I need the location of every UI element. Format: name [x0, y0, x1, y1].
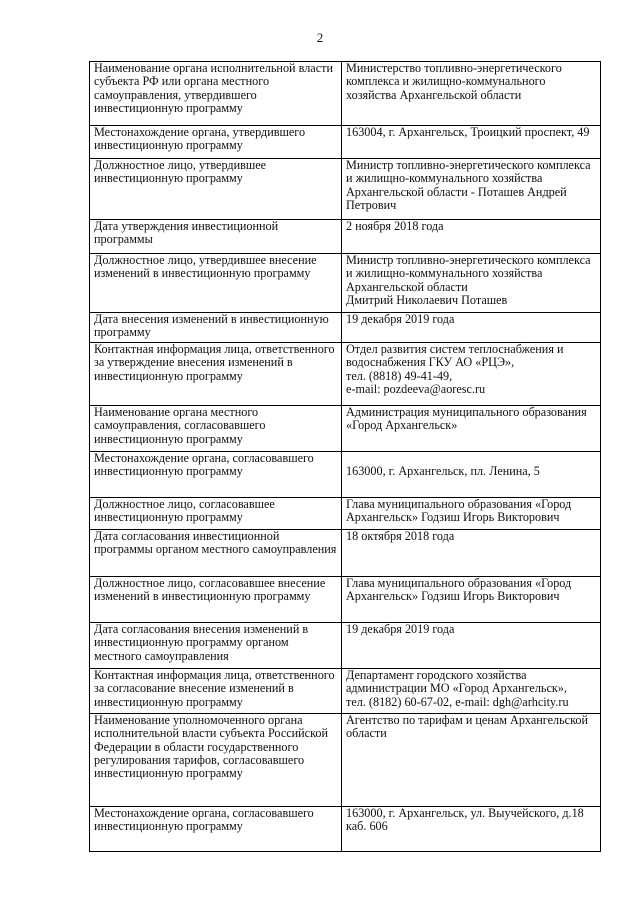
row-label: Должностное лицо, согласовавшее инвестиционную программу: [90, 498, 342, 530]
row-value: Отдел развития систем теплоснабжения и водоснабжения ГКУ АО «РЦЭ», тел. (8818) 49-41-49, e-mail: pozdeeva@aoresc.ru: [342, 343, 601, 406]
row-label: Дата утверждения инвестиционной программы: [90, 220, 342, 254]
row-value: 163000, г. Архангельск, пл. Ленина, 5: [342, 452, 601, 498]
row-label: Дата внесения изменений в инвестиционную программу: [90, 313, 342, 343]
table-row: [90, 62, 601, 126]
table-row: [90, 126, 601, 159]
table-row: [90, 343, 601, 406]
table-row: [90, 254, 601, 313]
row-value: 19 декабря 2019 года: [342, 623, 601, 669]
table-row: [90, 313, 601, 343]
row-label: Должностное лицо, утвердившее инвестиционную программу: [90, 159, 342, 220]
row-label: Контактная информация лица, ответственного за утверждение внесения изменений в инвестиционную программу: [90, 343, 342, 406]
row-value: Министерство топливно-энергетического комплекса и жилищно-коммунального хозяйства Архангельской области: [342, 62, 601, 126]
row-value: Департамент городского хозяйства администрации МО «Город Архангельск», тел. (8182) 60-67-02, e-mail: dgh@arhcity.ru: [342, 669, 601, 714]
table-row: [90, 807, 601, 852]
row-value: 163000, г. Архангельск, ул. Выучейского, д.18 каб. 606: [342, 807, 601, 852]
row-label: Контактная информация лица, ответственного за согласование внесение изменений в инвестиционную программу: [90, 669, 342, 714]
row-value: 18 октября 2018 года: [342, 530, 601, 577]
row-label: Местонахождение органа, согласовавшего инвестиционную программу: [90, 807, 342, 852]
row-label: Наименование органа исполнительной власти субъекта РФ или органа местного самоуправления, утвердившего инвестиционную программу: [90, 62, 342, 126]
table-row: [90, 714, 601, 807]
row-value: Глава муниципального образования «Город Архангельск» Годзиш Игорь Викторович: [342, 577, 601, 623]
row-value: Агентство по тарифам и ценам Архангельской области: [342, 714, 601, 807]
investment-program-info-table: [89, 61, 601, 852]
row-label: Должностное лицо, утвердившее внесение изменений в инвестиционную программу: [90, 254, 342, 313]
row-value: 19 декабря 2019 года: [342, 313, 601, 343]
table-row: [90, 577, 601, 623]
table-row: [90, 498, 601, 530]
row-value: 163004, г. Архангельск, Троицкий проспект, 49: [342, 126, 601, 159]
row-value: Администрация муниципального образования «Город Архангельск»: [342, 406, 601, 452]
row-label: Местонахождение органа, согласовавшего инвестиционную программу: [90, 452, 342, 498]
table-row: [90, 669, 601, 714]
page-number: 2: [316, 30, 324, 45]
row-label: Должностное лицо, согласовавшее внесение изменений в инвестиционную программу: [90, 577, 342, 623]
table-row: [90, 159, 601, 220]
table-row: [90, 452, 601, 498]
row-label: Местонахождение органа, утвердившего инвестиционную программу: [90, 126, 342, 159]
row-value: 2 ноября 2018 года: [342, 220, 601, 254]
row-value: Министр топливно-энергетического комплекса и жилищно-коммунального хозяйства Архангельской области Дмитрий Николаевич Поташев: [342, 254, 601, 313]
table-row: [90, 220, 601, 254]
table-row: [90, 406, 601, 452]
row-value: Министр топливно-энергетического комплекса и жилищно-коммунального хозяйства Архангельской области - Поташев Андрей Петрович: [342, 159, 601, 220]
table-row: [90, 623, 601, 669]
row-label: Дата согласования инвестиционной программы органом местного самоуправления: [90, 530, 342, 577]
row-label: Наименование органа местного самоуправления, согласовавшего инвестиционную программу: [90, 406, 342, 452]
table-row: [90, 530, 601, 577]
row-label: Наименование уполномоченного органа исполнительной власти субъекта Российской Федерации в области государственного регулирования тарифов, согласовавшего инвестиционную программу: [90, 714, 342, 807]
row-label: Дата согласования внесения изменений в инвестиционную программу органом местного самоуправления: [90, 623, 342, 669]
row-value: Глава муниципального образования «Город Архангельск» Годзиш Игорь Викторович: [342, 498, 601, 530]
